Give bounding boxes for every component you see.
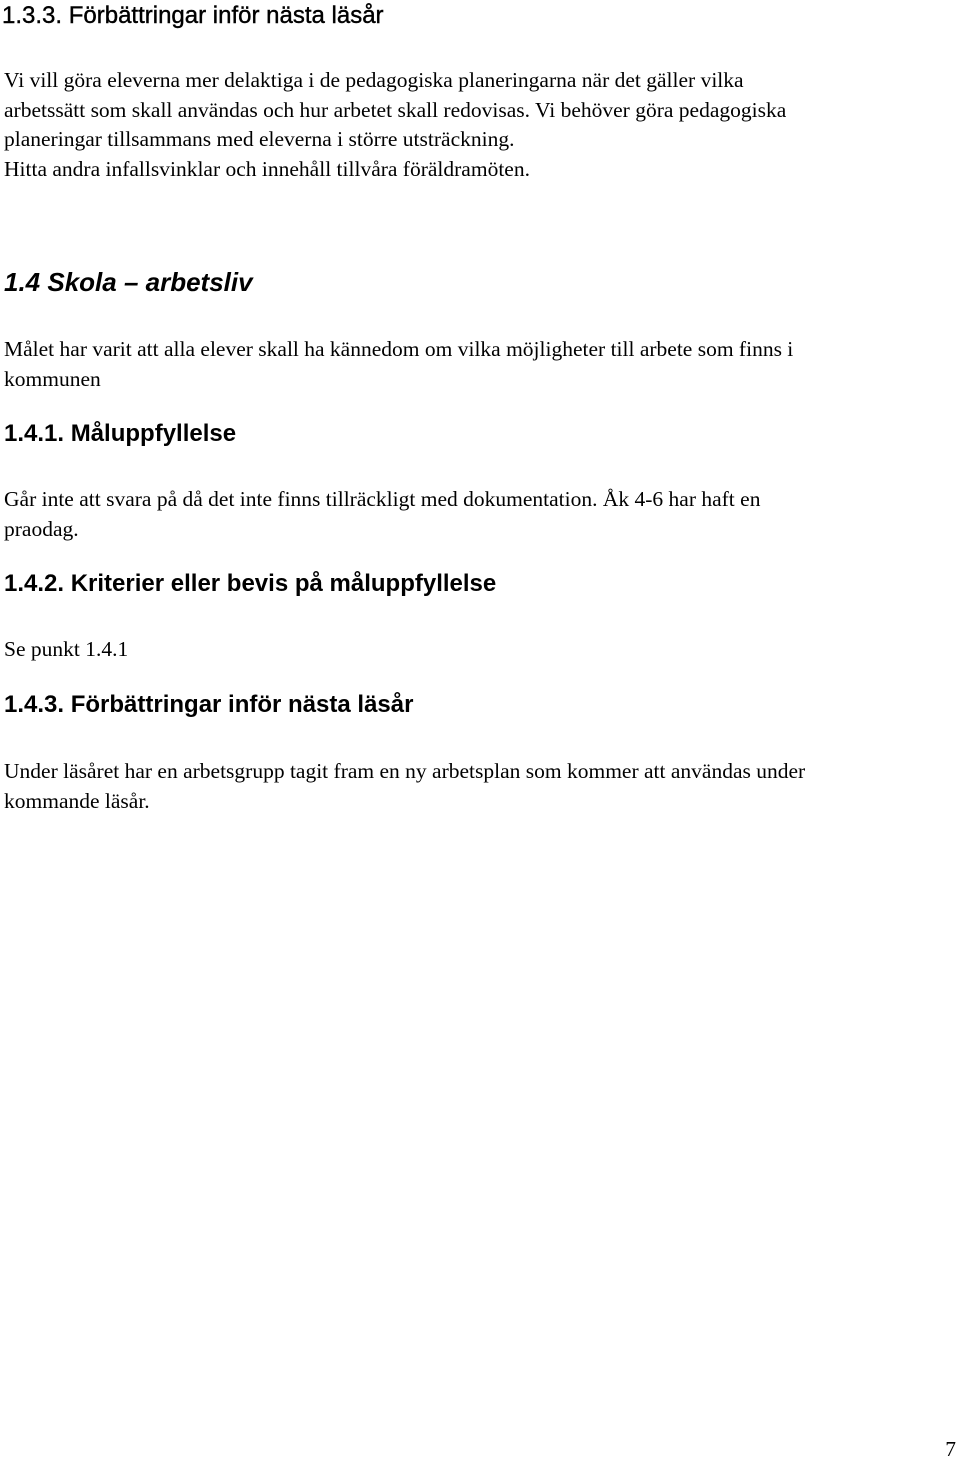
paragraph-line: Under läsåret har en arbetsgrupp tagit fram en ny arbetsplan som kommer att användas under xyxy=(4,759,806,783)
paragraph-1-4 xyxy=(4,335,793,394)
paragraph-line: arbetssätt som skall användas och hur arbetet skall redovisas. Vi behöver göra pedagogiska xyxy=(4,97,787,122)
paragraph-line: Hitta andra infallsvinklar och innehåll tillvåra föräldramöten. xyxy=(4,156,530,181)
paragraph-1-4-3 xyxy=(4,757,805,816)
paragraph-line: kommande läsår. xyxy=(4,788,150,813)
paragraph-1-4-1 xyxy=(4,485,760,544)
paragraph-1-3-3 xyxy=(4,66,786,184)
page-number: 7 xyxy=(945,1437,956,1461)
heading-1-3-3: 1.3.3. Förbättringar inför nästa läsår xyxy=(2,2,384,29)
paragraph-line: Går inte att svara på då det inte finns tillräckligt med dokumentation. Åk 4-6 har haft en xyxy=(4,487,761,511)
paragraph-line: Vi vill göra eleverna mer delaktiga i de pedagogiska planeringarna när det gäller vilka xyxy=(4,68,744,92)
paragraph-1-4-2 xyxy=(4,635,128,665)
paragraph-line: Se punkt 1.4.1 xyxy=(4,637,129,661)
heading-1-4: 1.4 Skola – arbetsliv xyxy=(4,267,253,297)
heading-1-4-3: 1.4.3. Förbättringar inför nästa läsår xyxy=(4,691,414,718)
heading-1-4-1: 1.4.1. Måluppfyllelse xyxy=(4,420,237,447)
paragraph-line: kommunen xyxy=(4,366,101,391)
paragraph-line: planeringar tillsammans med eleverna i större utsträckning. xyxy=(4,127,515,151)
paragraph-line: Målet har varit att alla elever skall ha kännedom om vilka möjligheter till arbete som finns i xyxy=(4,337,794,361)
paragraph-line: praodag. xyxy=(4,516,79,541)
heading-1-4-2: 1.4.2. Kriterier eller bevis på måluppfyllelse xyxy=(4,570,497,597)
